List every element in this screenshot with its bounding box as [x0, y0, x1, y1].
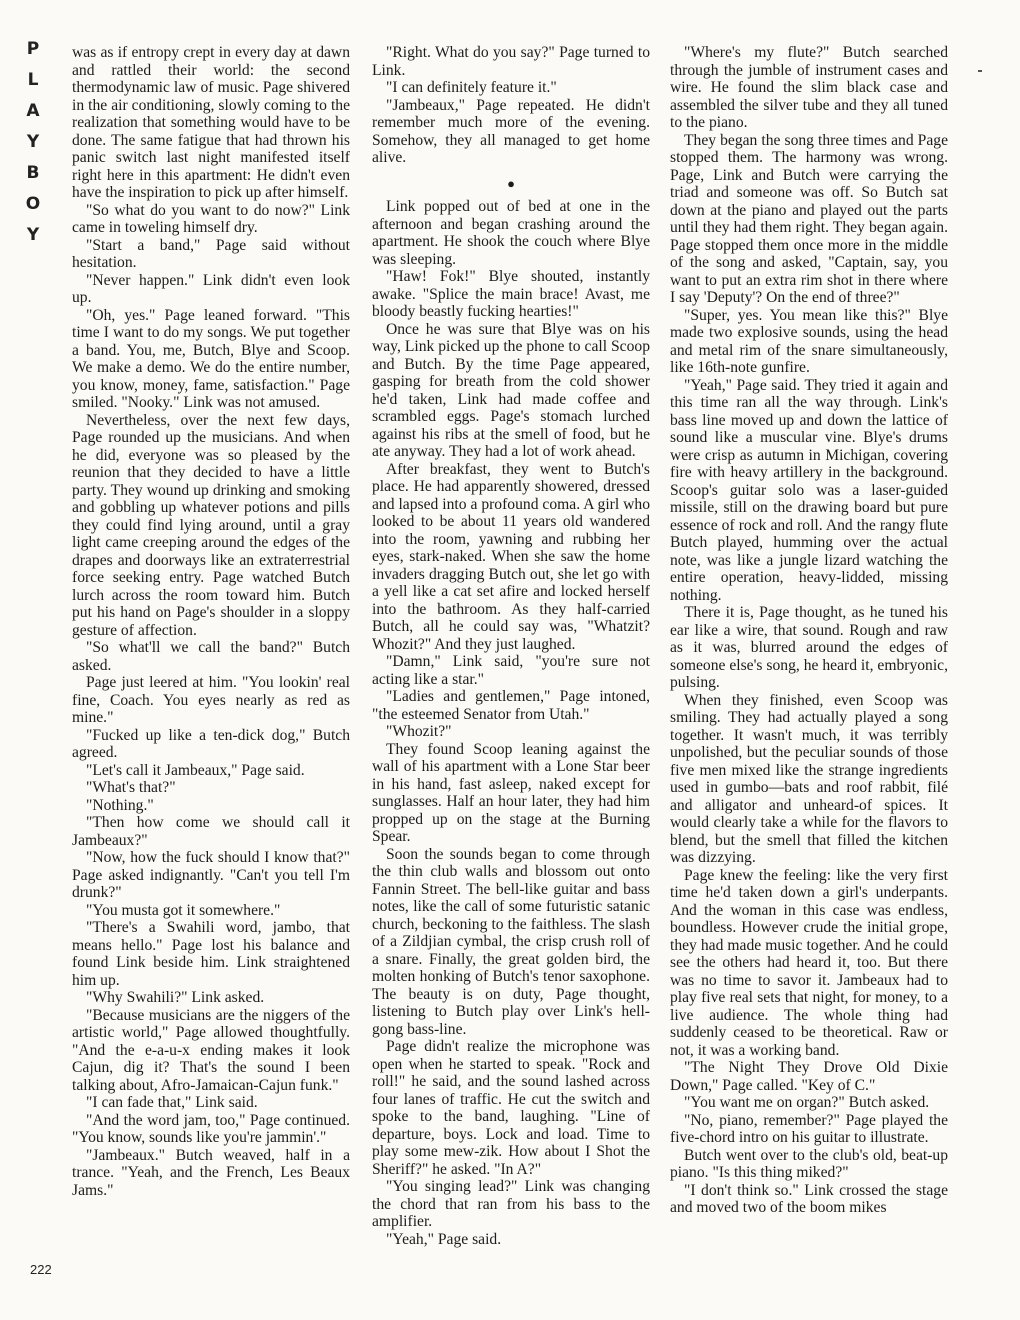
- body-paragraph: "What's that?": [86, 779, 176, 796]
- body-paragraph: "No, piano, remember?" Page played the five-chord intro on his guitar to illustrate.: [670, 1111, 948, 1146]
- body-paragraph: "You singing lead?" Link was changing the chord that ran from his bass to the amplifier.: [372, 1178, 650, 1230]
- masthead-letter: P: [26, 39, 40, 59]
- masthead-letter: O: [25, 194, 41, 214]
- body-paragraph: "You want me on organ?" Butch asked.: [684, 1094, 930, 1111]
- body-paragraph: They found Scoop leaning against the wall of his apartment with a Lone Star beer in his hand, fast asleep, naked except for sunglasses. Half an hour later, they had him propped up on the stage at the Burning Spear.: [372, 740, 650, 845]
- text-column-3: [670, 44, 948, 1217]
- masthead-letter: A: [26, 101, 40, 121]
- body-paragraph: "I can definitely feature it.": [386, 79, 557, 96]
- body-paragraph: "So what'll we call the band?" Butch asked.: [72, 639, 350, 674]
- body-paragraph: "So what do you want to do now?" Link came in toweling himself dry.: [72, 201, 350, 236]
- body-paragraph: "There's a Swahili word, jambo, that means hello." Page lost his balance and found Link beside him. Link straightened him up.: [72, 919, 350, 989]
- text-column-2: [372, 44, 650, 1248]
- body-paragraph: "Jambeaux," Page repeated. He didn't remember much more of the evening. Somehow, they all managed to get home alive.: [372, 96, 650, 166]
- masthead-letter: Y: [26, 132, 40, 152]
- body-paragraph: "Fucked up like a ten-dick dog," Butch agreed.: [72, 726, 350, 761]
- body-paragraph: "I can fade that," Link said.: [86, 1094, 258, 1111]
- body-paragraph: "Yeah," Page said.: [386, 1230, 502, 1248]
- body-paragraph: "Where's my flute?" Butch searched through the jumble of instrument cases and wire. He found the slim black case and assembled the silver tube and they all tuned to the piano.: [670, 44, 948, 131]
- body-paragraph: was as if entropy crept in every day at dawn and rattled their world: the second thermodynamic law of music. Page shivered in the air conditioning, slowly coming to the realization that something would have to be done. The same fatigue that had thrown his panic switch last night manifested itself right here in this apartment: He didn't even have the inspiration to pick up after himself.: [72, 44, 350, 201]
- body-paragraph: "You musta got it somewhere.": [86, 901, 281, 919]
- body-paragraph: After breakfast, they went to Butch's place. He had apparently showered, dressed and lapsed into a profound coma. A girl who looked to be about 11 years old wandered into the room, yawning and rubbing her eyes, stark-naked. When she saw the home invaders dragging Butch out, she let go with a yell like a cat set afire and locked herself into the bathroom. As they half-carried Butch, all he could say was, "Whatzit? Whozit?" And they just laughed.: [372, 460, 650, 653]
- masthead-letter: L: [27, 70, 39, 90]
- body-paragraph: "The Night They Drove Old Dixie Down," Page called. "Key of C.": [670, 1059, 948, 1094]
- masthead-letter: B: [26, 163, 40, 183]
- page-number: 222: [30, 1262, 52, 1277]
- body-paragraph: "Start a band," Page said without hesitation.: [72, 236, 350, 271]
- body-paragraph: Link popped out of bed at one in the afternoon and began crashing around the apartment. He shook the couch where Blye was sleeping.: [372, 198, 650, 268]
- body-paragraph: They began the song three times and Page stopped them. The harmony was wrong. Page, Link and Butch were carrying the triad and someone was off. So Butch sat down at the piano and played out the parts until they had them right. They began again. Page stopped them once more in the middle of the song and asked, "Captain, say, you want to put an extra rim shot in there where I say 'Deputy'? On the end of three?": [670, 131, 948, 306]
- body-paragraph: Once he was sure that Blye was on his way, Link picked up the phone to call Scoop and Butch. By the time Page appeared, gasping for breath from the cold shower he'd taken, Link had made coffee and scrambled eggs. Page's stomach lurched against his ribs at the smell of food, but he ate anyway. They had a lot of work ahead.: [372, 320, 650, 460]
- body-paragraph: There it is, Page thought, as he tuned his ear like a wire, that sound. Rough and raw as it was, blurred around the edges of someone else's song, he heard it, embryonic, pulsing.: [670, 604, 948, 691]
- body-paragraph: "And the word jam, too," Page continued. "You know, sounds like you're jammin'.": [72, 1111, 350, 1146]
- text-column-1: [72, 44, 350, 1199]
- body-paragraph: "Super, yes. You mean like this?" Blye made two explosive sounds, using the head and metal rim of the snare simultaneously, like 16th-note gunfire.: [670, 306, 948, 376]
- body-paragraph: Page knew the feeling: like the very first time he'd taken down a girl's underpants. And the woman in this case was endless, boundless. However crude the initial grope, they had made music together. And he could see the others had heard it, too. But there was no time to savor it. Jambeaux had to play five real sets that night, for money, to a live audience. The whole thing had suddenly ceased to be theoretical. Raw or not, it was a working band.: [670, 866, 948, 1059]
- body-paragraph: "Nothing.": [86, 796, 154, 814]
- body-paragraph: Page didn't realize the microphone was open when he started to speak. "Rock and roll!" he said, and the sound lashed across four lanes of traffic. He cut the switch and spoke to the band, laughing. "Line of departure, boys. Lock and load. Time to play some mew-zik. How about I Shot the Sheriff?" he asked. "In A?": [372, 1038, 650, 1178]
- body-paragraph: "Why Swahili?" Link asked.: [86, 989, 265, 1006]
- body-paragraph: Nevertheless, over the next few days, Page rounded up the musicians. And when he did, everyone was so pleased by the reunion that they decided to have a little party. They wound up drinking and smoking and gobbling up whatever potions and pills they could find lying around, until a gray light came creeping around the edges of the drapes and doorways like an extraterrestrial force seeking entry. Page watched Butch lurch across the room toward him. Butch put his hand on Page's shoulder in a sloppy gesture of affection.: [72, 411, 350, 639]
- body-paragraph: "Right. What do you say?" Page turned to Link.: [372, 44, 650, 79]
- body-paragraph: "Ladies and gentlemen," Page intoned, "the esteemed Senator from Utah.": [372, 688, 650, 723]
- body-paragraph: "Because musicians are the niggers of the artistic world," Page allowed thoughtfully. "And the e-a-u-x ending makes it look Cajun, dig it? That's the sound I been talking about, Afro-Jamaican-Cajun funk.": [72, 1006, 350, 1094]
- body-paragraph: "Whozit?": [386, 723, 452, 740]
- body-paragraph: "Jambeaux." Butch weaved, half in a trance. "Yeah, and the French, Les Beaux Jams.": [72, 1146, 350, 1199]
- body-paragraph: "Let's call it Jambeaux," Page said.: [86, 761, 305, 779]
- body-paragraph: "Yeah," Page said. They tried it again and this time ran all the way through. Link's bass line moved up and down the lattice of sound like a muscular vine. Blye's drums were crisp as autumn in Michigan, covering fire with heavy artillery in the background. Scoop's guitar solo was a laser-guided missile, still on the drawing board but pure essence of rock and roll. And the rangy flute Butch played, humming over the actual note, was like a jungle lizard watching the entire operation, heavy-lidded, missing nothing.: [670, 376, 948, 604]
- body-paragraph: "Then how come we should call it Jambeaux?": [72, 814, 350, 849]
- body-paragraph: "I don't think so." Link crossed the stage and moved two of the boom mikes: [670, 1181, 948, 1216]
- body-paragraph: When they finished, even Scoop was smiling. They had actually played a song together. It wasn't much, it was terribly unpolished, but the peculiar sounds of those five men mixed like the strange ingredients used in gumbo—bats and roof rabbit, filé and alligator and unheard-of spices. It would clearly take a while for the flavors to blend, but the smell that filled the kitchen was dizzying.: [670, 691, 948, 866]
- body-paragraph: Butch went over to the club's old, beat-up piano. "Is this thing miked?": [670, 1146, 948, 1181]
- body-paragraph: "Damn," Link said, "you're sure not acting like a star.": [372, 653, 650, 688]
- masthead-letter: Y: [26, 225, 40, 245]
- magazine-masthead: [18, 34, 48, 251]
- body-paragraph: "Now, how the fuck should I know that?" Page asked indignantly. "Can't you tell I'm drunk?": [72, 849, 350, 901]
- body-paragraph: Soon the sounds began to come through the thin club walls and blossom out onto Fannin Street. The bell-like guitar and bass notes, like the call of some futuristic satanic church, beckoning to the faithless. The slash of a Zildjian cymbal, the crisp crush roll of a snare. Finally, the great golden bird, the molten honking of Butch's tenor saxophone. The beauty is on duty, Page thought, listening to Butch play over Link's hell-gong bass-line.: [372, 845, 650, 1038]
- section-separator: ●: [507, 175, 515, 191]
- body-paragraph: Page just leered at him. "You lookin' real fine, Coach. You eyes nearly as red as mine.": [72, 674, 350, 726]
- body-paragraph: "Never happen." Link didn't even look up.: [72, 271, 350, 306]
- body-paragraph: "Haw! Fok!" Blye shouted, instantly awake. "Splice the main brace! Avast, me bloody beastly fucking hearties!": [372, 268, 650, 320]
- body-paragraph: "Oh, yes." Page leaned forward. "This time I want to do my songs. We put together a band. You, me, Butch, Blye and Scoop. We make a demo. We do the entire number, you know, money, fame, satisfaction." Page smiled. "Nooky." Link was not amused.: [72, 306, 350, 411]
- margin-mark: [978, 70, 982, 72]
